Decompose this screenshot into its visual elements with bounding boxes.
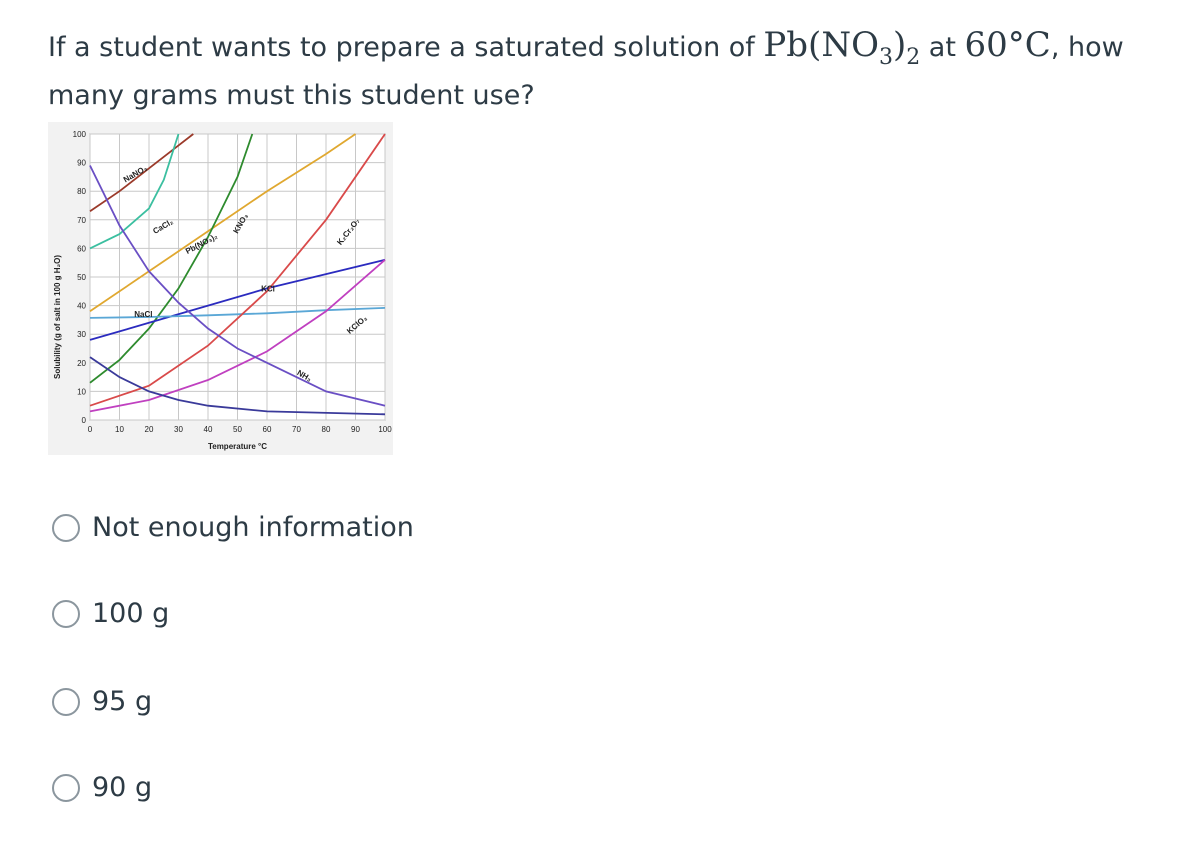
radio-95g[interactable] [52,688,80,716]
series-label-kno-: KNO₃ [231,211,250,236]
x-tick-label: 30 [174,425,183,434]
y-tick-label: 60 [77,244,86,254]
formula-main: Pb(NO [763,25,879,65]
formula-sub-3: 3 [878,44,893,70]
option-label: 90 g [92,772,153,803]
x-tick-label: 60 [262,425,272,434]
radio-100g[interactable] [52,600,80,628]
question-temperature: 60°C [964,25,1051,65]
y-tick-label: 40 [77,301,86,311]
formula-close: ) [892,25,907,65]
question-text-before: If a student wants to prepare a saturated solution of [48,32,755,63]
question-text-after: , how many grams must this student use? [48,32,1124,111]
y-tick-label: 90 [77,158,86,168]
series-label-pb-no-: Pb(NO₃)₂ [184,231,220,256]
x-tick-label: 40 [203,425,213,434]
series-label-kcl: KCl [261,284,275,294]
x-tick-label: 100 [378,425,392,434]
y-tick-label: 20 [77,358,86,368]
x-tick-label: 80 [321,425,331,434]
x-tick-label: 0 [87,425,93,434]
x-tick-label: 10 [115,425,124,434]
radio-90g[interactable] [52,774,80,802]
option-not-enough-information[interactable] [52,512,414,543]
x-axis-label: Temperature °C [207,442,268,451]
series-label-k-cr-o-: K₂Cr₂O₇ [335,216,362,247]
solubility-chart [48,122,393,455]
y-tick-label: 0 [81,416,86,425]
series-label-nano-: NaNO₃ [121,163,149,185]
y-tick-label: 10 [77,387,86,397]
y-tick-label: 100 [72,130,86,139]
y-tick-label: 70 [77,215,86,225]
option-95g[interactable] [52,686,152,717]
x-tick-label: 50 [233,425,242,434]
option-label: 100 g [92,598,170,629]
x-tick-label: 70 [292,425,301,434]
y-tick-label: 50 [77,273,86,282]
x-tick-label: 90 [351,425,360,434]
y-tick-label: 80 [77,187,86,197]
option-100g[interactable] [52,598,169,629]
series-label-cacl-: CaCl₂ [151,217,175,236]
option-90g[interactable] [52,772,152,803]
radio-not-enough-information[interactable] [52,514,80,542]
formula-sub-2: 2 [906,44,921,70]
y-axis-label: Solubility (g of salt in 100 g H₂O) [53,254,62,380]
option-label: 95 g [92,686,153,717]
option-label: Not enough information [92,512,414,543]
series-label-kclo-: KClO₃ [345,313,370,336]
x-tick-label: 20 [144,425,154,434]
y-tick-label: 30 [77,330,86,340]
series-label-nh-: NH₃ [295,368,314,384]
question-text [48,26,1168,115]
solubility-chart-svg [48,122,393,455]
series-label-nacl: NaCl [134,310,153,320]
formula-lead-nitrate [763,25,921,70]
question-text-at: at [928,32,956,63]
